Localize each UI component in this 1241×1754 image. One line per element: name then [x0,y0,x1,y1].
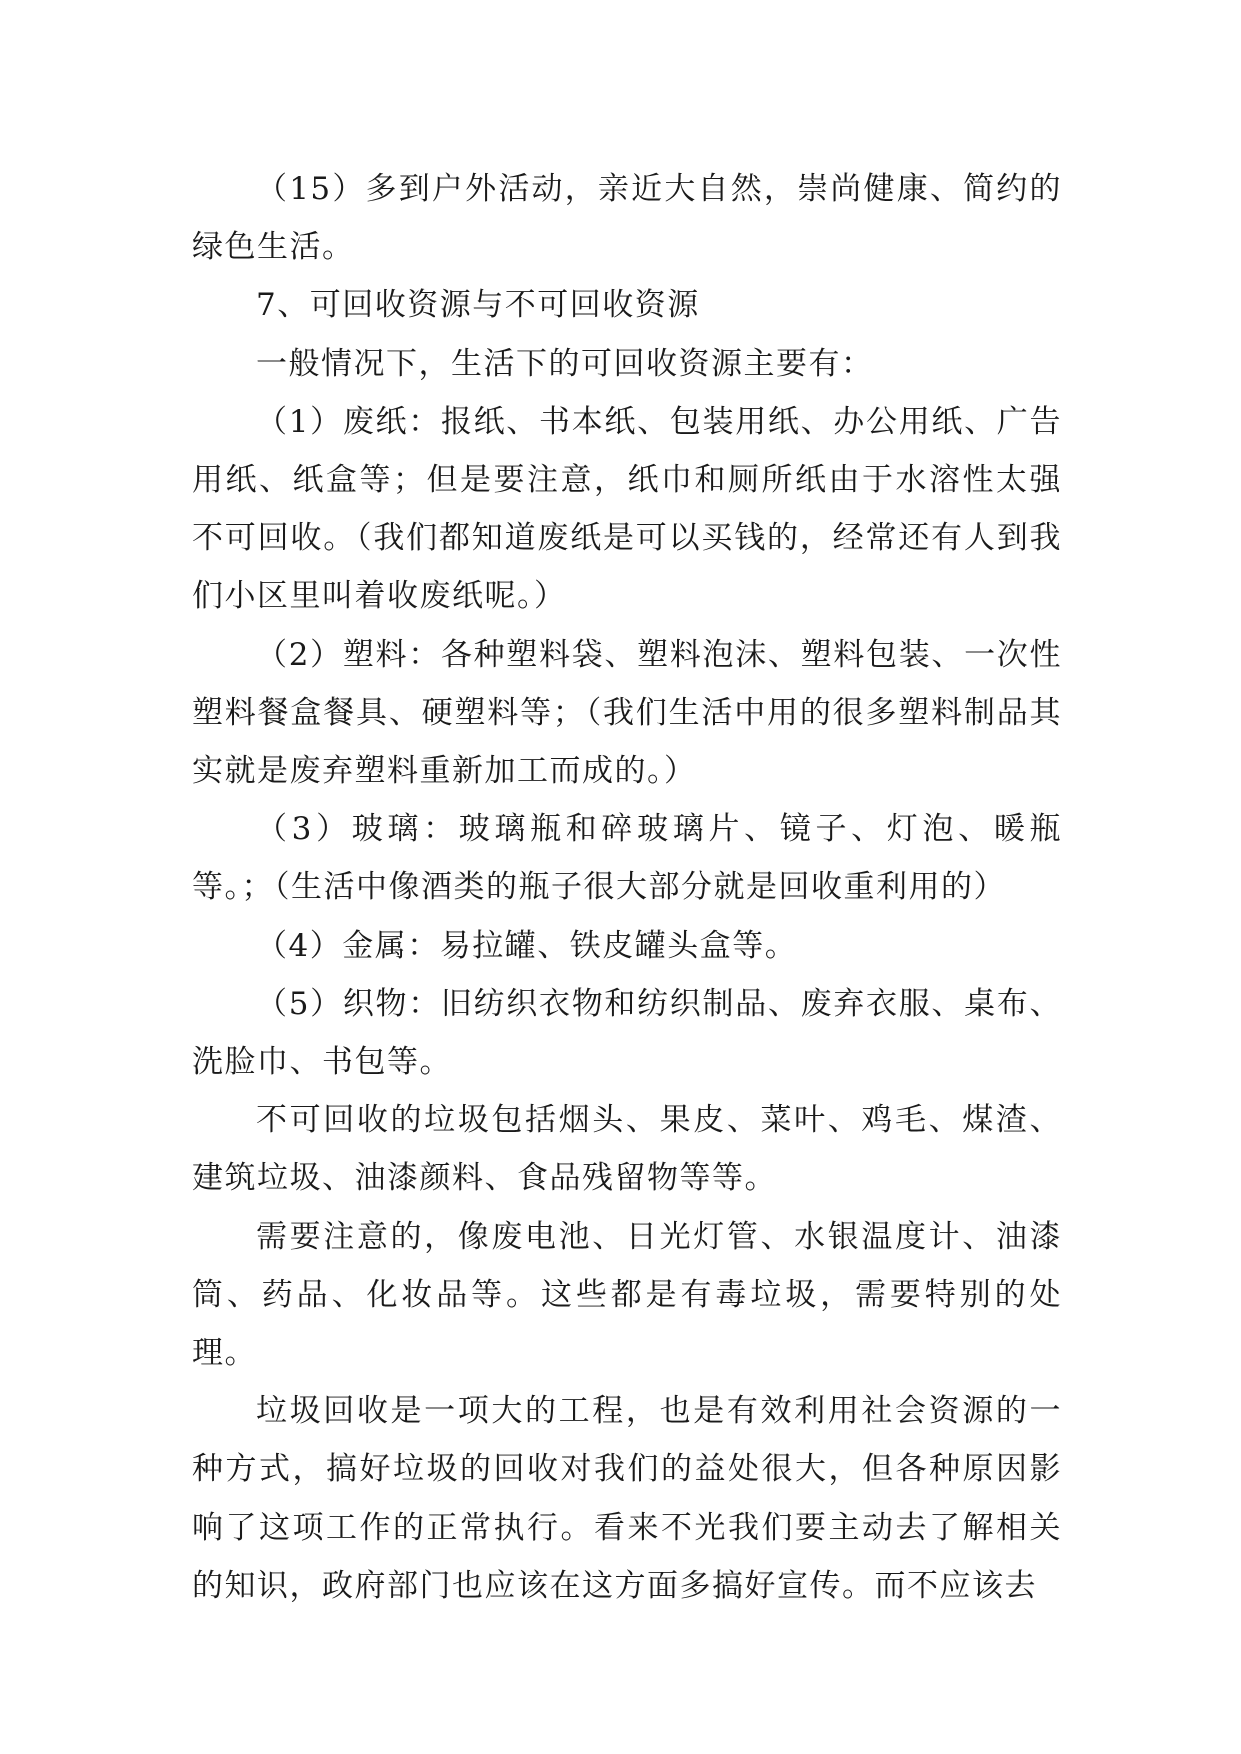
paragraph-item-15: （15）多到户外活动，亲近大自然，崇尚健康、简约的绿色生活。 [192,171,1062,266]
paragraph-paper: （1）废纸：报纸、书本纸、包装用纸、办公用纸、广告用纸、纸盒等；但是要注意，纸巾和厕所纸由于水溶性太强不可回收。（我们都知道废纸是可以买钱的，经常还有人到我们小区里叫着收废纸呢。） [192,403,1062,615]
intro-paragraph: 一般情况下，生活下的可回收资源主要有： [256,345,874,382]
paragraph-textile: （5）织物：旧纺织衣物和纺织制品、废弃衣服、桌布、洗脸巾、书包等。 [192,985,1062,1081]
paragraph-plastic: （2）塑料：各种塑料袋、塑料泡沫、塑料包装、一次性塑料餐盒餐具、硬塑料等；（我们生活中用的很多塑料制品其实就是废弃塑料重新加工而成的。） [192,636,1062,790]
paragraph-conclusion: 垃圾回收是一项大的工程，也是有效利用社会资源的一种方式，搞好垃圾的回收对我们的益处很大，但各种原因影响了这项工作的正常执行。看来不光我们要主动去了解相关的知识，政府部门也应该在这方面多搞好宣传。而不应该去 [192,1393,1062,1604]
document-body [192,160,1062,1615]
section-heading: 7、可回收资源与不可回收资源 [256,287,700,324]
paragraph-glass: （3）玻璃：玻璃瓶和碎玻璃片、镜子、灯泡、暖瓶等。；（生活中像酒类的瓶子很大部分就是回收重利用的） [192,811,1062,906]
paragraph-metal: （4）金属：易拉罐、铁皮罐头盒等。 [256,927,798,964]
paragraph-non-recyclable: 不可回收的垃圾包括烟头、果皮、菜叶、鸡毛、煤渣、建筑垃圾、油漆颜料、食品残留物等等。 [192,1102,1062,1197]
paragraph-hazardous: 需要注意的，像废电池、日光灯管、水银温度计、油漆筒、药品、化妆品等。这些都是有毒垃圾，需要特别的处理。 [192,1218,1062,1372]
